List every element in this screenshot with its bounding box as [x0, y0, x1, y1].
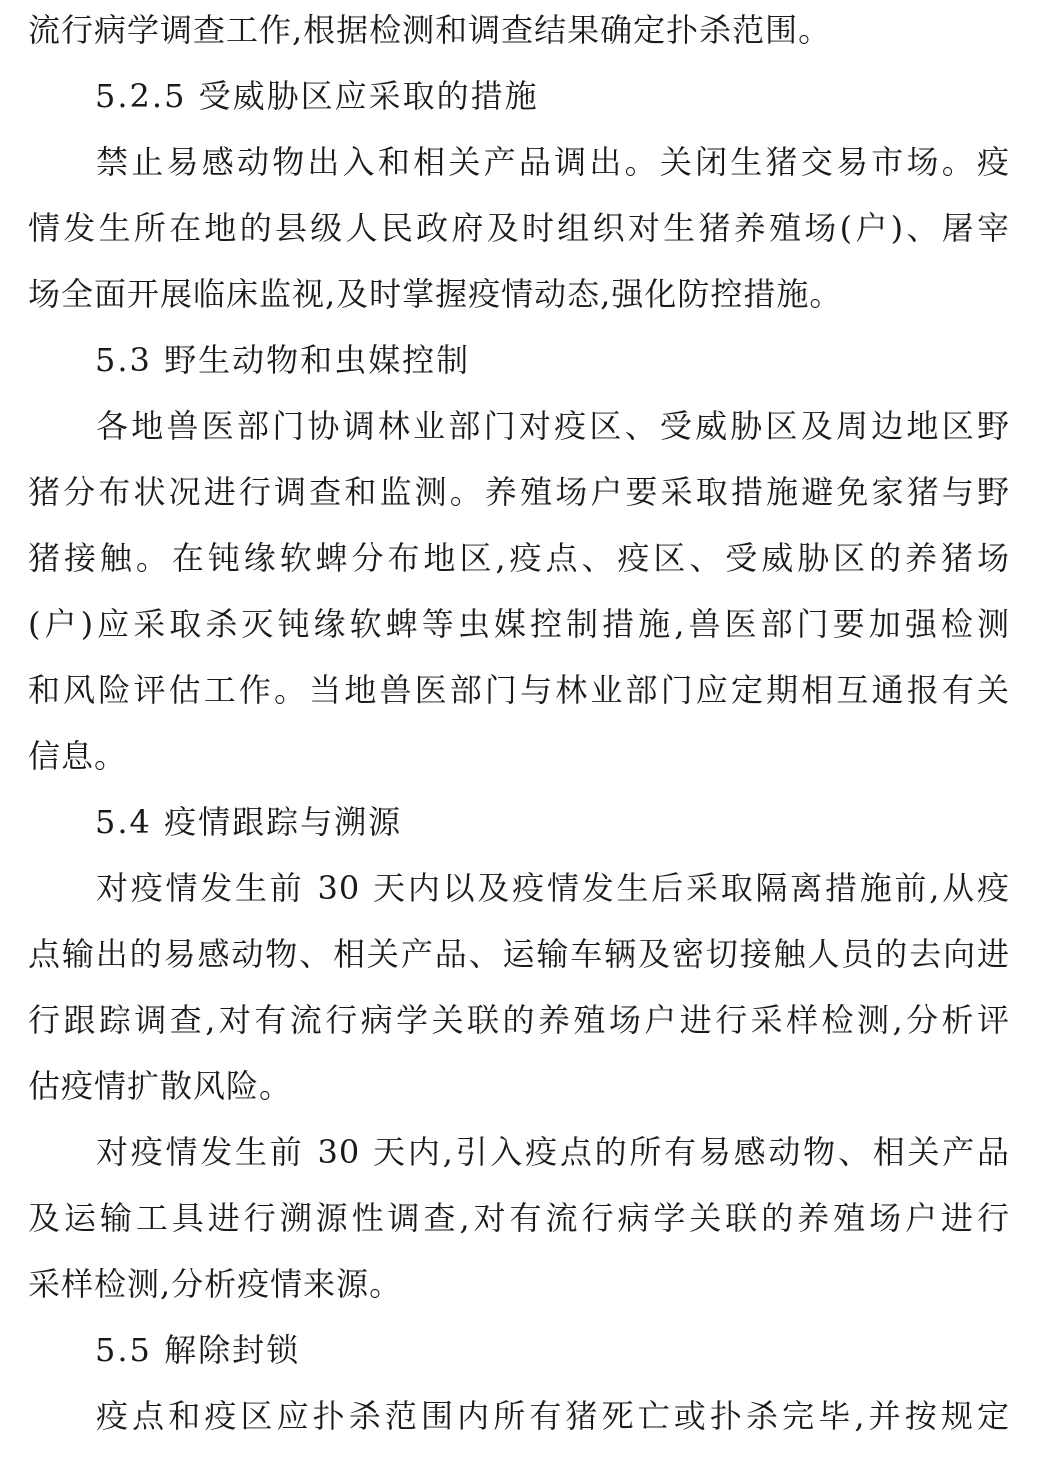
document-page: [28, 0, 1010, 1452]
paragraph-line: 禁止易感动物出入和相关产品调出。关闭生猪交易市场。疫: [96, 143, 1010, 181]
paragraph-line: 猪分布状况进行调查和监测。养殖场户要采取措施避免家猪与野: [28, 473, 1010, 511]
section-heading: 5.4 疫情跟踪与溯源: [95, 803, 403, 841]
paragraph-line: 疫点和疫区应扑杀范围内所有猪死亡或扑杀完毕,并按规定: [96, 1397, 1010, 1435]
section-heading: 5.3 野生动物和虫媒控制: [95, 341, 471, 379]
paragraph-line: 对疫情发生前 30 天内以及疫情发生后采取隔离措施前,从疫: [96, 869, 1010, 907]
paragraph-line: 对疫情发生前 30 天内,引入疫点的所有易感动物、相关产品: [96, 1133, 1010, 1171]
paragraph-line: (户)应采取杀灭钝缘软蜱等虫媒控制措施,兽医部门要加强检测: [28, 605, 1010, 643]
paragraph-line: 及运输工具进行溯源性调查,对有流行病学关联的养殖场户进行: [28, 1199, 1010, 1237]
paragraph-line: 情发生所在地的县级人民政府及时组织对生猪养殖场(户)、屠宰: [28, 209, 1010, 247]
paragraph-line: 估疫情扩散风险。: [28, 1067, 293, 1105]
paragraph-line: 猪接触。在钝缘软蜱分布地区,疫点、疫区、受威胁区的养猪场: [28, 539, 1010, 577]
paragraph-line: 行跟踪调查,对有流行病学关联的养殖场户进行采样检测,分析评: [28, 1001, 1010, 1039]
paragraph-line: 信息。: [28, 737, 128, 775]
paragraph-line: 场全面开展临床监视,及时掌握疫情动态,强化防控措施。: [28, 275, 843, 313]
section-heading: 5.5 解除封锁: [95, 1331, 301, 1369]
paragraph-line: 各地兽医部门协调林业部门对疫区、受威胁区及周边地区野: [96, 407, 1010, 445]
paragraph-line: 和风险评估工作。当地兽医部门与林业部门应定期相互通报有关: [28, 671, 1010, 709]
paragraph-line: 流行病学调查工作,根据检测和调查结果确定扑杀范围。: [28, 11, 832, 49]
paragraph-line: 采样检测,分析疫情来源。: [28, 1265, 403, 1303]
paragraph-line: 点输出的易感动物、相关产品、运输车辆及密切接触人员的去向进: [28, 935, 1010, 973]
section-heading: 5.2.5 受威胁区应采取的措施: [95, 77, 539, 115]
